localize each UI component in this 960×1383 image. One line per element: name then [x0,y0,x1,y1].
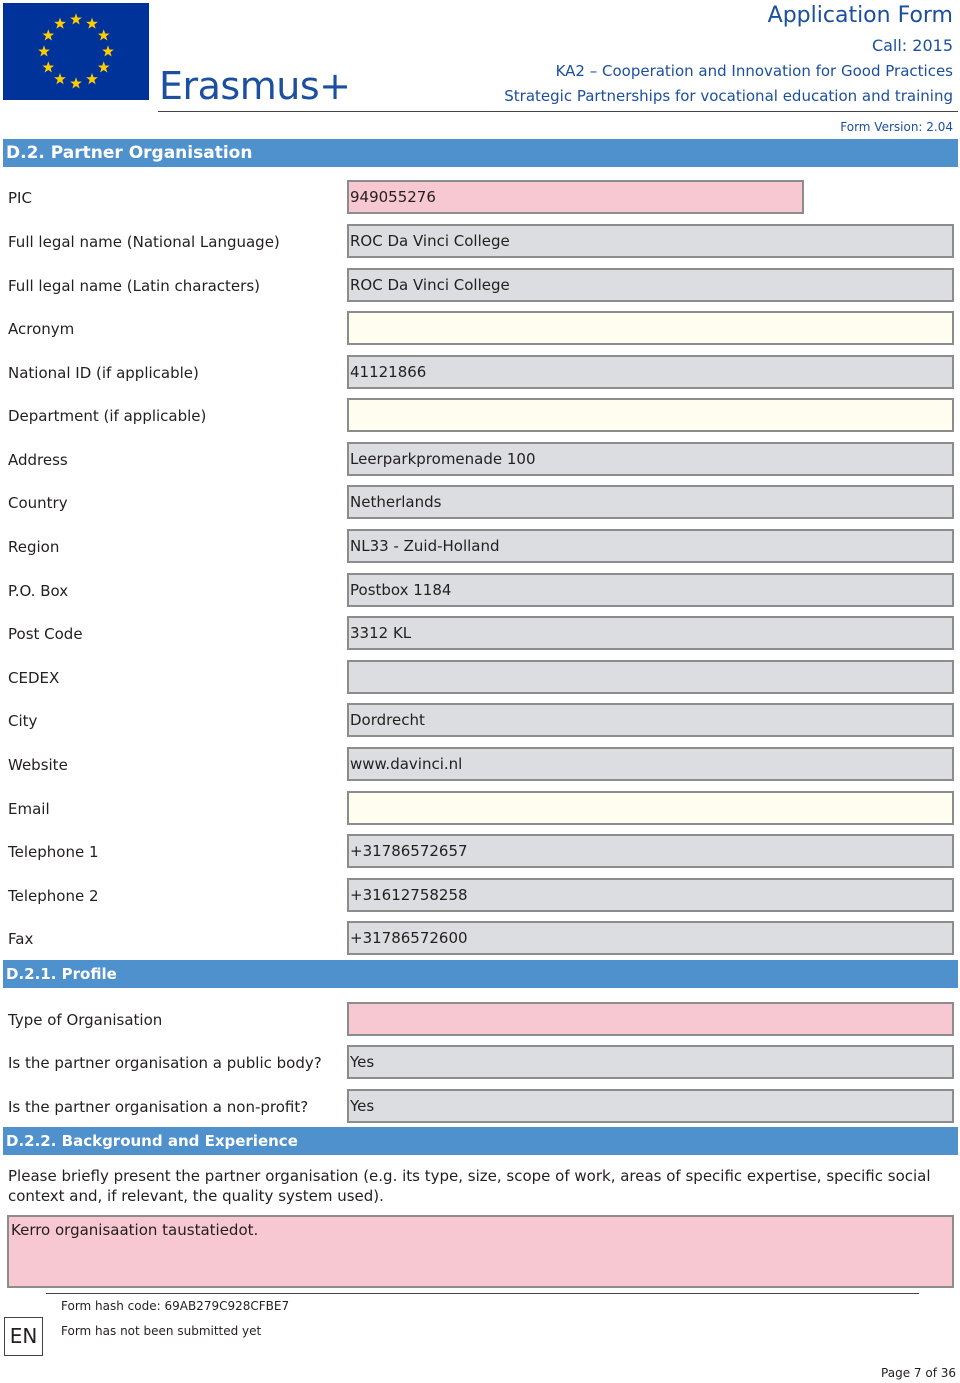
eu-star-icon [86,18,98,29]
eu-star-icon [54,73,66,84]
label-cedex: CEDEX [8,669,60,687]
erasmus-brand: Erasmus+ [159,64,351,108]
footer-divider [46,1293,919,1294]
label-telephone-1: Telephone 1 [8,843,99,861]
label-acronym: Acronym [8,320,75,338]
post-code-field[interactable]: 3312 KL [347,616,954,650]
public-body-field[interactable]: Yes [347,1045,954,1079]
form-version: Form Version: 2.04 [840,120,953,134]
eu-star-icon [54,18,66,29]
pic-field[interactable]: 949055276 [347,180,804,214]
eu-star-icon [102,45,114,56]
eu-star-icon [98,29,110,40]
label-country: Country [8,494,68,512]
address-field[interactable]: Leerparkpromenade 100 [347,442,954,476]
organisation-type-field[interactable] [347,1002,954,1036]
label-pic: PIC [8,189,32,207]
telephone-1-field[interactable]: +31786572657 [347,834,954,868]
label-po-box: P.O. Box [8,582,69,600]
fax-field[interactable]: +31786572600 [347,921,954,955]
eu-star-icon [42,29,54,40]
sub-action: Strategic Partnerships for vocational education and training [504,87,953,105]
acronym-field[interactable] [347,311,954,345]
section-header-profile: D.2.1. Profile [3,960,958,988]
language-badge: EN [4,1317,43,1356]
label-address: Address [8,451,68,469]
label-legal-name-national: Full legal name (National Language) [8,233,280,251]
label-national-id: National ID (if applicable) [8,364,199,382]
non-profit-field[interactable]: Yes [347,1089,954,1123]
cedex-field[interactable] [347,660,954,694]
label-public-body: Is the partner organisation a public body? [8,1054,322,1072]
eu-flag-logo [3,3,149,100]
eu-stars-icon [3,3,149,100]
label-department: Department (if applicable) [8,407,207,425]
form-title: Application Form [767,3,953,28]
national-id-field[interactable]: 41121866 [347,355,954,389]
submission-status: Form has not been submitted yet [61,1324,262,1338]
label-region: Region [8,538,60,556]
legal-name-national-field[interactable]: ROC Da Vinci College [347,224,954,258]
email-field[interactable] [347,791,954,825]
label-city: City [8,712,38,730]
country-field[interactable]: Netherlands [347,485,954,519]
legal-name-latin-field[interactable]: ROC Da Vinci College [347,268,954,302]
eu-star-icon [98,61,110,72]
label-post-code: Post Code [8,625,83,643]
city-field[interactable]: Dordrecht [347,703,954,737]
eu-star-icon [86,73,98,84]
form-hash-code: Form hash code: 69AB279C928CFBE7 [61,1299,290,1313]
label-telephone-2: Telephone 2 [8,887,99,905]
eu-star-icon [70,13,82,24]
eu-star-icon [42,61,54,72]
background-description: Please briefly present the partner organisation (e.g. its type, size, scope of work, areas of specific expertise, specific social context and, if relevant, the quality system used). [8,1167,931,1205]
call-year: Call: 2015 [871,36,953,55]
eu-star-icon [38,45,50,56]
page-number: Page 7 of 36 [881,1366,956,1380]
label-email: Email [8,800,50,818]
telephone-2-field[interactable]: +31612758258 [347,878,954,912]
section-header-background: D.2.2. Background and Experience [3,1127,958,1155]
label-non-profit: Is the partner organisation a non-profit? [8,1098,309,1116]
header-divider [158,111,958,112]
po-box-field[interactable]: Postbox 1184 [347,573,954,607]
label-website: Website [8,756,68,774]
section-header-partner: D.2. Partner Organisation [3,139,958,167]
department-field[interactable] [347,398,954,432]
background-textarea[interactable]: Kerro organisaation taustatiedot. [7,1215,954,1288]
key-action: KA2 – Cooperation and Innovation for Good Practices [555,62,953,80]
label-fax: Fax [8,930,34,948]
eu-star-icon [70,77,82,88]
region-field[interactable]: NL33 - Zuid-Holland [347,529,954,563]
label-organisation-type: Type of Organisation [8,1011,163,1029]
website-field[interactable]: www.davinci.nl [347,747,954,781]
label-legal-name-latin: Full legal name (Latin characters) [8,277,260,295]
